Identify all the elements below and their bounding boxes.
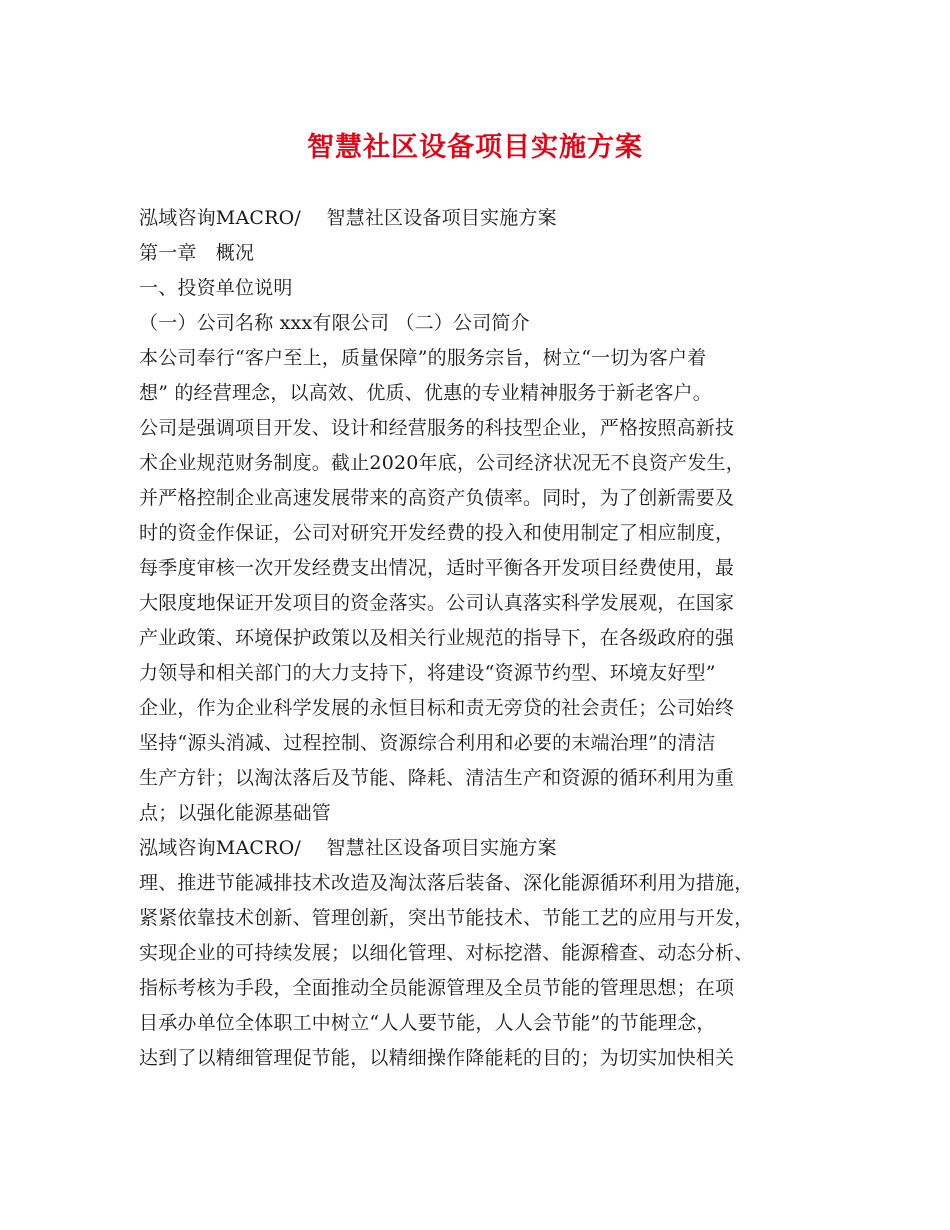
paragraph-line: 理、推进节能减排技术改造及淘汰落后装备、深化能源循环利用为措施， xyxy=(139,872,754,894)
document-body xyxy=(139,201,819,1076)
paragraph-line: 力领导和相关部门的大力支持下，将建设“资源节约型、环境友好型” xyxy=(139,662,716,684)
paragraph-line: 达到了以精细管理促节能，以精细操作降能耗的目的；为切实加快相关 xyxy=(139,1047,735,1069)
paragraph-line: 并严格控制企业高速发展带来的高资产负债率。同时，为了创新需要及 xyxy=(139,487,735,509)
header-line: 泓域咨询MACRO/ 智慧社区设备项目实施方案 xyxy=(139,837,557,859)
paragraph-line: 目承办单位全体职工中树立“人人要节能，人人会节能”的节能理念， xyxy=(139,1012,716,1034)
paragraph-line: 想” 的经营理念，以高效、优质、优惠的专业精神服务于新老客户。 xyxy=(139,382,712,404)
paragraph-line: 指标考核为手段，全面推动全员能源管理及全员节能的管理思想；在项 xyxy=(139,977,735,999)
paragraph-line: 每季度审核一次开发经费支出情况，适时平衡各开发项目经费使用，最 xyxy=(139,557,735,579)
paragraph-line: 本公司奉行“客户至上，质量保障”的服务宗旨，树立“一切为客户着 xyxy=(139,347,707,369)
paragraph-line: 术企业规范财务制度。截止2020年底，公司经济状况无不良资产发生， xyxy=(139,452,745,474)
header-line: 泓域咨询MACRO/ 智慧社区设备项目实施方案 xyxy=(139,207,557,229)
paragraph-line: 大限度地保证开发项目的资金落实。公司认真落实科学发展观，在国家 xyxy=(139,592,735,614)
section-heading: 一、投资单位说明 xyxy=(139,277,293,299)
paragraph-line: 点；以强化能源基础管 xyxy=(139,802,332,824)
paragraph-line: 产业政策、环境保护政策以及相关行业规范的指导下，在各级政府的强 xyxy=(139,627,735,649)
paragraph-line: 时的资金作保证，公司对研究开发经费的投入和使用制定了相应制度， xyxy=(139,522,735,544)
paragraph-line: 公司是强调项目开发、设计和经营服务的科技型企业，严格按照高新技 xyxy=(139,417,735,439)
paragraph-line: 坚持“源头消减、过程控制、资源综合利用和必要的末端治理”的清洁 xyxy=(139,732,716,754)
chapter-heading: 第一章 概况 xyxy=(139,242,255,264)
paragraph-line: 企业，作为企业科学发展的永恒目标和责无旁贷的社会责任；公司始终 xyxy=(139,697,735,719)
subsection-line: （一）公司名称 xxx有限公司 （二）公司简介 xyxy=(139,312,530,334)
paragraph-line: 实现企业的可持续发展；以细化管理、对标挖潜、能源稽查、动态分析、 xyxy=(139,942,754,964)
document-title: 智慧社区设备项目实施方案 xyxy=(307,132,643,163)
paragraph-line: 生产方针；以淘汰落后及节能、降耗、清洁生产和资源的循环利用为重 xyxy=(139,767,735,789)
paragraph-line: 紧紧依靠技术创新、管理创新，突出节能技术、节能工艺的应用与开发， xyxy=(139,907,754,929)
